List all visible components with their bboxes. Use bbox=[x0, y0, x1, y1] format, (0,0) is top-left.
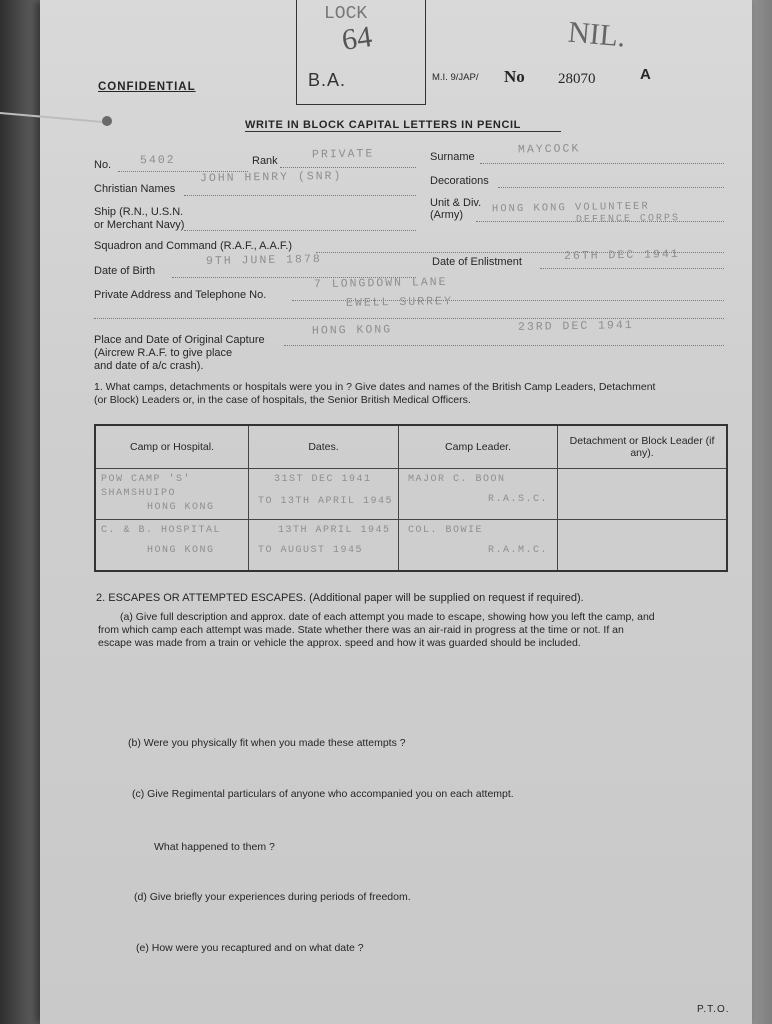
question1-line2: (or Block) Leaders or, in the case of hospitals, the Senior British Medical Officers. bbox=[94, 394, 471, 406]
ship-label-line1: Ship (R.N., U.S.N. bbox=[94, 206, 184, 218]
question2a-line3: escape was made from a train or vehicle the approx. speed and how it was guarded should be included. bbox=[98, 637, 581, 649]
questionnaire-page bbox=[40, 0, 752, 1024]
ship-label-line2: or Merchant Navy) bbox=[94, 219, 185, 231]
decorations-line bbox=[498, 187, 724, 188]
question2c: (c) Give Regimental particulars of anyone who accompanied you on each attempt. bbox=[132, 788, 514, 800]
stamp-number: 64 bbox=[339, 20, 375, 57]
cell-text: TO AUGUST 1945 bbox=[258, 545, 364, 556]
stamp-code: B.A. bbox=[308, 70, 347, 90]
surname-label: Surname bbox=[430, 151, 475, 163]
cell-detachment bbox=[558, 520, 727, 572]
cell-leader bbox=[399, 520, 558, 572]
camp-table bbox=[94, 424, 728, 572]
tag-knot bbox=[102, 116, 112, 126]
question2d: (d) Give briefly your experiences during periods of freedom. bbox=[134, 891, 411, 903]
heading-underline bbox=[245, 131, 561, 132]
question2e: (e) How were you recaptured and on what date ? bbox=[136, 942, 364, 954]
cell-text: SHAMSHUIPO bbox=[101, 488, 177, 499]
capture-date-value: 23RD DEC 1941 bbox=[517, 318, 634, 335]
capture-label-line3: and date of a/c crash). bbox=[94, 360, 204, 372]
question1-line1: 1. What camps, detachments or hospitals were you in ? Give dates and names of the British Camp Leaders, Detachment bbox=[94, 381, 656, 393]
no-value: 5402 bbox=[139, 153, 176, 168]
cell-text: R.A.S.C. bbox=[488, 494, 549, 505]
christian-names-value: JOHN HENRY (SNR) bbox=[199, 169, 343, 186]
cell-text: MAJOR C. BOON bbox=[408, 474, 506, 485]
header-dates: Dates. bbox=[249, 425, 399, 469]
dob-value: 9TH JUNE 1878 bbox=[205, 252, 322, 269]
capture-label-line2: (Aircrew R.A.F. to give place bbox=[94, 347, 233, 359]
question2b: (b) Were you physically fit when you made these attempts ? bbox=[128, 737, 406, 749]
unit-label-line1: Unit & Div. bbox=[430, 197, 482, 209]
dob-label: Date of Birth bbox=[94, 265, 156, 277]
enlistment-value: 26TH DEC 1941 bbox=[563, 247, 680, 264]
rank-value: PRIVATE bbox=[311, 147, 375, 162]
address-value-line2: EWELL SURREY bbox=[345, 295, 453, 310]
number-label: No bbox=[504, 67, 525, 86]
capture-label-line1: Place and Date of Original Capture bbox=[94, 334, 265, 346]
cell-text: HONG KONG bbox=[147, 502, 215, 513]
question2c-followup: What happened to them ? bbox=[154, 841, 275, 853]
capture-line bbox=[284, 345, 724, 346]
cell-leader bbox=[399, 469, 558, 520]
enlistment-line bbox=[540, 268, 724, 269]
question2a-line1: (a) Give full description and approx. date of each attempt you made to escape, showing how you left the camp, and bbox=[120, 611, 655, 623]
unit-label-line2: (Army) bbox=[430, 209, 463, 221]
unit-value-line2: DEFENCE CORPS bbox=[575, 213, 681, 226]
surname-line bbox=[480, 163, 724, 164]
question2-heading: 2. ESCAPES OR ATTEMPTED ESCAPES. (Additional paper will be supplied on request if required). bbox=[96, 592, 584, 604]
cell-text: HONG KONG bbox=[147, 545, 215, 556]
classification-label: CONFIDENTIAL bbox=[98, 81, 196, 93]
question2a-line2: from which camp each attempt was made. State whether there was an air-raid in progress at the time or not. If an bbox=[98, 624, 624, 636]
unit-value-line1: HONG KONG VOLUNTEER bbox=[491, 200, 650, 216]
cell-camp bbox=[95, 469, 249, 520]
rank-line bbox=[280, 167, 416, 168]
cell-dates bbox=[249, 520, 399, 572]
surname-value: MAYCOCK bbox=[517, 142, 581, 157]
cell-text: 13TH APRIL 1945 bbox=[278, 525, 391, 536]
stamp-top-text: LOCK bbox=[324, 4, 368, 24]
decorations-label: Decorations bbox=[430, 175, 489, 187]
cell-text: R.A.M.C. bbox=[488, 545, 549, 556]
cell-text: C. & B. HOSPITAL bbox=[101, 525, 222, 536]
christian-names-line bbox=[184, 195, 416, 196]
cell-dates bbox=[249, 469, 399, 520]
table-row bbox=[95, 469, 727, 520]
camp-table-header-row bbox=[95, 425, 727, 469]
enlistment-label: Date of Enlistment bbox=[432, 256, 522, 268]
pto-label: P.T.O. bbox=[697, 1004, 730, 1015]
squadron-label: Squadron and Command (R.A.F., A.A.F.) bbox=[94, 240, 293, 252]
christian-names-label: Christian Names bbox=[94, 183, 176, 195]
header-camp: Camp or Hospital. bbox=[95, 425, 249, 469]
address-label: Private Address and Telephone No. bbox=[94, 289, 267, 301]
instruction-heading: WRITE IN BLOCK CAPITAL LETTERS IN PENCIL bbox=[245, 119, 521, 131]
ship-line bbox=[184, 230, 416, 231]
nil-annotation: NIL. bbox=[566, 15, 627, 54]
table-row bbox=[95, 520, 727, 572]
form-reference: M.I. 9/JAP/ bbox=[432, 72, 479, 83]
capture-place-value: HONG KONG bbox=[311, 323, 393, 338]
address-value-line1: 7 LONGDOWN LANE bbox=[313, 275, 448, 292]
no-label: No. bbox=[94, 159, 112, 171]
serial-number: 28070 bbox=[558, 71, 596, 87]
cell-text: COL. BOWIE bbox=[408, 525, 484, 536]
header-camp-leader: Camp Leader. bbox=[399, 425, 558, 469]
cell-text: TO 13TH APRIL 1945 bbox=[258, 496, 394, 507]
cell-text: POW CAMP 'S' bbox=[101, 474, 192, 485]
rank-label: Rank bbox=[252, 155, 278, 167]
cell-detachment bbox=[558, 469, 727, 520]
cell-text: 31ST DEC 1941 bbox=[274, 474, 372, 485]
cell-camp bbox=[95, 520, 249, 572]
form-letter: A bbox=[640, 66, 651, 83]
header-detachment: Detachment or Block Leader (if any). bbox=[558, 425, 727, 469]
